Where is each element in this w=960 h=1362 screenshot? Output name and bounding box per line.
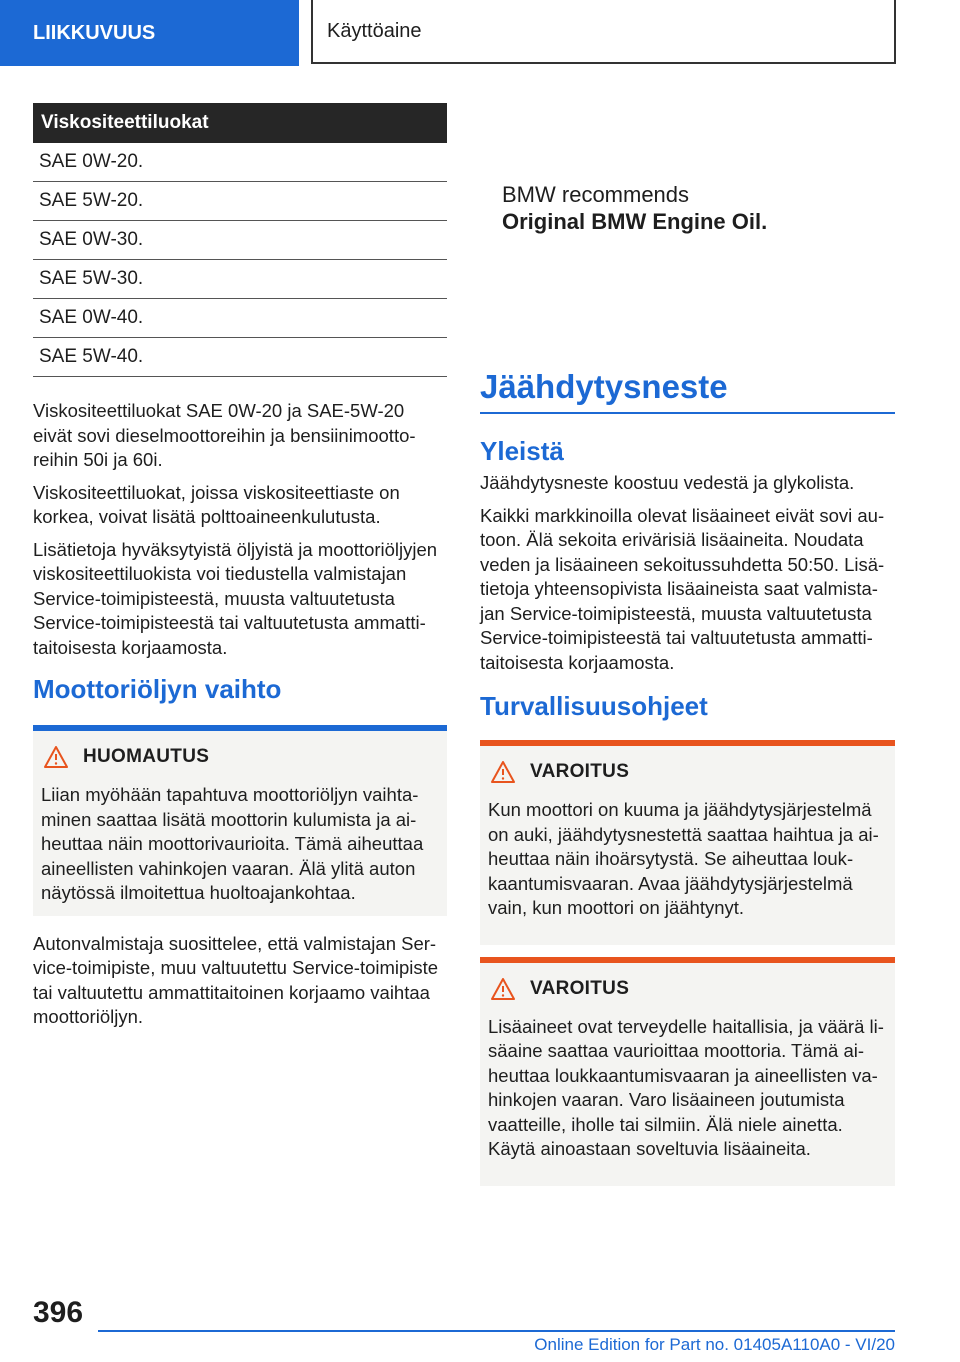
- table-row: [33, 182, 447, 221]
- warning-text: Lisäaineet ovat terveydelle haitallisia, ja väärä lisäaine saattaa vaurioittaa moottoria. Tämä aiheuttaa loukkaantumisvaaran ja aineellisten vahinkojen vaaran. Varo lisäaineen joutumista vaatteille, iholle tai silmiin. Älä niele ainetta. Käytä ainoastaan soveltuvia lisäaineita.: [488, 1015, 884, 1159]
- table-cell: SAE 0W-20.: [33, 143, 447, 182]
- warning-triangle-icon: [490, 977, 516, 1001]
- warning-triangle-icon: [43, 745, 69, 769]
- promo-line: BMW recommends: [502, 182, 690, 207]
- warning-box: [480, 957, 895, 1186]
- viscosity-table: [33, 103, 447, 377]
- table-cell: SAE 0W-30.: [33, 221, 447, 260]
- body-paragraph: Autonvalmistaja suosittelee, että valmistajan Service-toimipiste, muu valtuutettu Service-toimipiste tai valtuutettu ammattitaitoinen korjaamo vaihtaa moottoriöljyn.: [33, 932, 439, 1027]
- notice-title: HUOMAUTUS: [83, 746, 210, 767]
- table-cell: SAE 5W-40.: [33, 338, 447, 377]
- table-row: [33, 338, 447, 377]
- promo-line-bold: Original BMW Engine Oil.: [502, 209, 768, 234]
- warning-title: VAROITUS: [530, 761, 630, 782]
- page-number: 396: [33, 1296, 84, 1329]
- table-cell: SAE 5W-30.: [33, 260, 447, 299]
- warning-triangle-icon: [490, 760, 516, 784]
- oil-change-heading: Moottoriöljyn vaihto: [33, 674, 282, 704]
- safety-heading: Turvallisuusohjeet: [480, 691, 708, 721]
- table-row: [33, 221, 447, 260]
- section-tab: LIIKKUVUUS: [0, 0, 299, 66]
- edition-text: Online Edition for Part no. 01405A110A0 - VI/20: [534, 1335, 895, 1354]
- body-paragraph: Lisätietoja hyväksytyistä öljyistä ja moottoriöljyjen viskositeettiluokista voi tiedustella valmistajan Service-toimipisteestä, muusta valtuutetusta Service-toimipisteestä tai valtuutetusta ammattitaitoisesta korjaamosta.: [33, 538, 438, 658]
- notice-text: Liian myöhään tapahtuva moottoriöljyn vaihtaminen saattaa lisätä moottorin kulumista ja aiheuttaa näin moottorivaurioita. Tämä aiheuttaa aineellisten vahinkojen vaaran. Älä ylitä auton näytössä ilmoitettua huoltoajankohtaa.: [41, 784, 424, 903]
- body-paragraph: Viskositeettiluokat, joissa viskositeettiaste on korkea, voivat lisätä polttoaineenkulutusta.: [33, 481, 400, 527]
- notice-box: [33, 725, 447, 916]
- body-paragraph: Viskositeettiluokat SAE 0W-20 ja SAE-5W-20 eivät sovi dieselmoottoreihin ja bensiinimoottoreihin 50i ja 60i.: [33, 400, 416, 470]
- topic-title: Käyttöaine: [311, 0, 896, 64]
- general-heading: Yleistä: [480, 436, 564, 466]
- warning-title: VAROITUS: [530, 977, 630, 999]
- oil-recommendation: [480, 103, 895, 288]
- body-paragraph: Kaikki markkinoilla olevat lisäaineet eivät sovi autoon. Älä sekoita erivärisiä lisäaineita. Noudata veden ja lisäaineen sekoitussuhdetta 50:50. Lisätietoja yhteensopivista lisäaineista saat valmistajan Service-toimipisteestä, muusta valtuutetusta Service-toimipisteestä tai valtuutetusta ammattitaitoisesta korjaamosta.: [480, 504, 885, 673]
- warning-box: [480, 740, 895, 945]
- table-cell: SAE 0W-40.: [33, 299, 447, 338]
- table-row: [33, 143, 447, 182]
- coolant-heading: Jäähdytysneste: [480, 368, 895, 414]
- table-row: [33, 260, 447, 299]
- left-column: [33, 103, 447, 1038]
- warning-text: Kun moottori on kuuma ja jäähdytysjärjestelmä on auki, jäähdytysnestettä saattaa haihtua ja aiheuttaa näin ihoärsytystä. Se aiheuttaa loukkaantumisvaaran. Avaa jäähdytysjärjestelmä vain, kun moottori on jäähtynyt.: [488, 799, 879, 918]
- table-cell: SAE 5W-20.: [33, 182, 447, 221]
- body-paragraph: Jäähdytysneste koostuu vedestä ja glykolista.: [480, 472, 855, 493]
- table-row: [33, 299, 447, 338]
- viscosity-table-header: Viskositeettiluokat: [33, 103, 447, 143]
- right-column: [480, 103, 895, 1186]
